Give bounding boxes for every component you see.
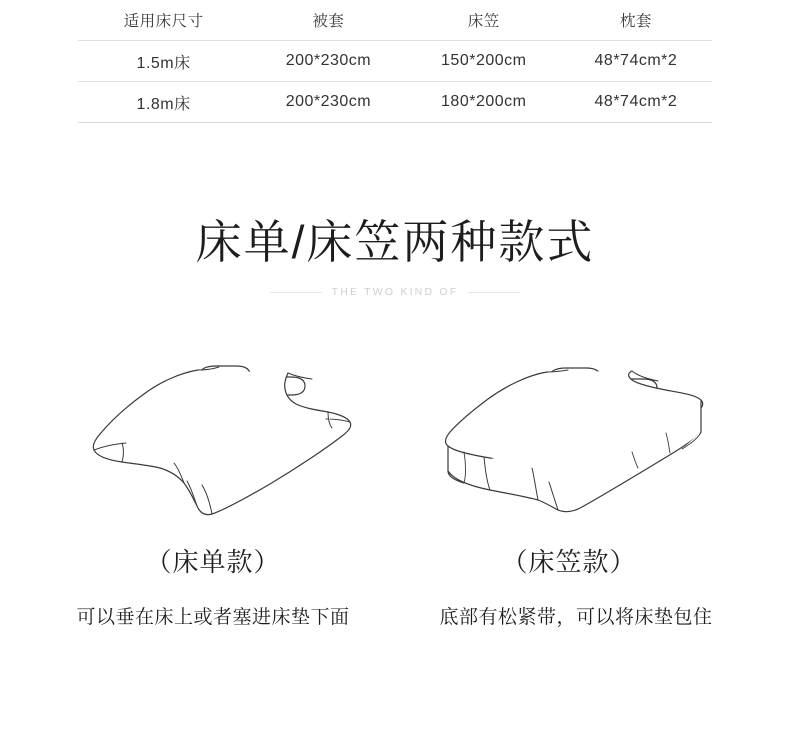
table-header-cell-duvet-cover: 被套 [249, 0, 408, 41]
table-header-row [78, 0, 712, 41]
bed-sheet-drawing [60, 340, 380, 530]
subtitle-row [0, 286, 790, 298]
option-title-fitted-sheet: （床笠款） [501, 547, 637, 577]
table-header-cell-pillowcase: 枕套 [560, 0, 712, 41]
page-title: 床单/床笠两种款式 [195, 216, 595, 268]
subtitle-divider-right [468, 292, 520, 293]
table-cell-pillowcase: 48*74cm*2 [560, 82, 712, 123]
table-cell-fitted-sheet: 180*200cm [408, 82, 560, 123]
table-cell-bed-size: 1.5m床 [78, 41, 249, 82]
table-cell-fitted-sheet: 150*200cm [408, 41, 560, 82]
subtitle-divider-left [270, 292, 322, 293]
table-header-cell-fitted-sheet: 床笠 [408, 0, 560, 41]
table-cell-bed-size: 1.8m床 [78, 82, 249, 123]
table-row [78, 41, 712, 82]
size-table [78, 0, 712, 123]
fitted-sheet-illustration [410, 340, 730, 535]
option-description-bed-sheet: 可以垂在床上或者塞进床垫下面 [76, 607, 350, 628]
table-cell-duvet-cover: 200*230cm [249, 41, 408, 82]
table-cell-pillowcase: 48*74cm*2 [560, 41, 712, 82]
table-header-cell-bed-size: 适用床尺寸 [78, 0, 249, 41]
bed-sheet-illustration [60, 340, 380, 535]
page-subtitle: THE TWO KIND OF [331, 286, 459, 298]
fitted-sheet-drawing [410, 340, 730, 530]
option-description-fitted-sheet: 底部有松紧带，可以将床垫包住 [439, 607, 713, 628]
option-title-bed-sheet: （床单款） [145, 547, 281, 577]
table-cell-duvet-cover: 200*230cm [249, 82, 408, 123]
table-row [78, 82, 712, 123]
